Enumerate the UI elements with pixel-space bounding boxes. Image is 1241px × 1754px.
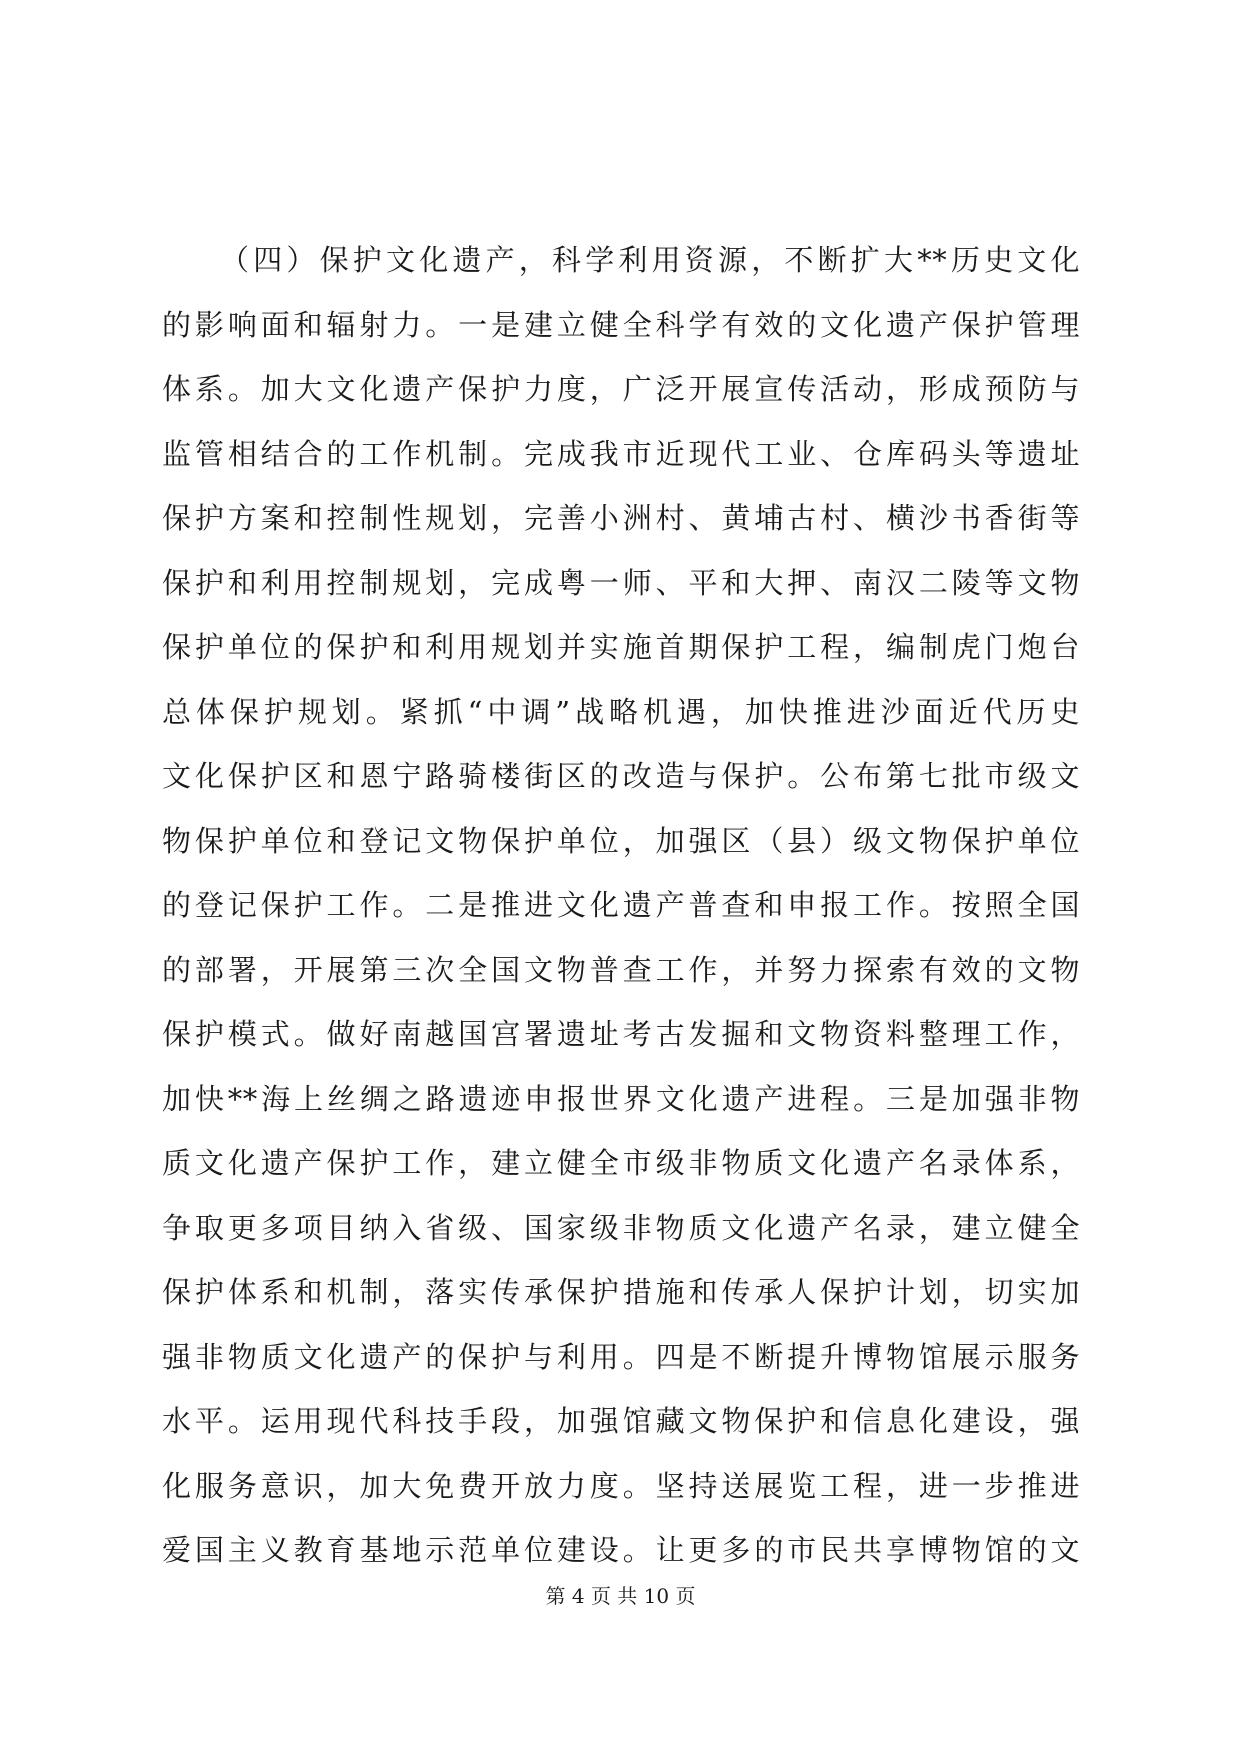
text-line: 保护单位的保护和利用规划并实施首期保护工程，编制虎门炮台 — [162, 630, 1080, 664]
text-line: 保护模式。做好南越国宫署遗址考古发掘和文物资料整理工作， — [162, 1017, 1080, 1051]
text-line: 的影响面和辐射力。一是建立健全科学有效的文化遗产保护管理 — [162, 307, 1080, 342]
text-line: 争取更多项目纳入省级、国家级非物质文化遗产名录，建立健全 — [162, 1210, 1080, 1245]
page-number-footer: 第 4 页 共 10 页 — [545, 1584, 696, 1608]
text-line: 加快**海上丝绸之路遗迹申报世界文化遗产进程。三是加强非物 — [162, 1081, 1080, 1116]
text-line: 爱国主义教育基地示范单位建设。让更多的市民共享博物馆的文 — [162, 1533, 1080, 1567]
text-line: 保护方案和控制性规划，完善小洲村、黄埔古村、横沙书香街等 — [162, 501, 1080, 535]
text-line: 体系。加大文化遗产保护力度，广泛开展宣传活动，形成预防与 — [162, 372, 1080, 406]
text-line: 保护体系和机制，落实传承保护措施和传承人保护计划，切实加 — [162, 1275, 1080, 1309]
text-line: 保护和利用控制规划，完成粤一师、平和大押、南汉二陵等文物 — [162, 565, 1080, 600]
text-line: 强非物质文化遗产的保护与利用。四是不断提升博物馆展示服务 — [162, 1339, 1080, 1374]
text-line: 监管相结合的工作机制。完成我市近现代工业、仓库码头等遗址 — [162, 436, 1080, 471]
text-line: 总体保护规划。紧抓“中调”战略机遇，加快推进沙面近代历史 — [162, 694, 1080, 729]
body-paragraph — [162, 228, 1080, 1583]
text-line: 的登记保护工作。二是推进文化遗产普查和申报工作。按照全国 — [162, 888, 1080, 922]
text-line: 的部署，开展第三次全国文物普查工作，并努力探索有效的文物 — [162, 952, 1080, 987]
text-line: 化服务意识，加大免费开放力度。坚持送展览工程，进一步推进 — [162, 1468, 1080, 1503]
text-line: 质文化遗产保护工作，建立健全市级非物质文化遗产名录体系， — [162, 1146, 1080, 1180]
text-line: 文化保护区和恩宁路骑楼街区的改造与保护。公布第七批市级文 — [162, 759, 1080, 793]
text-line: 物保护单位和登记文物保护单位，加强区（县）级文物保护单位 — [162, 823, 1080, 858]
text-line: 水平。运用现代科技手段，加强馆藏文物保护和信息化建设，强 — [162, 1404, 1080, 1438]
text-line: （四）保护文化遗产，科学利用资源，不断扩大**历史文化 — [220, 243, 1080, 277]
